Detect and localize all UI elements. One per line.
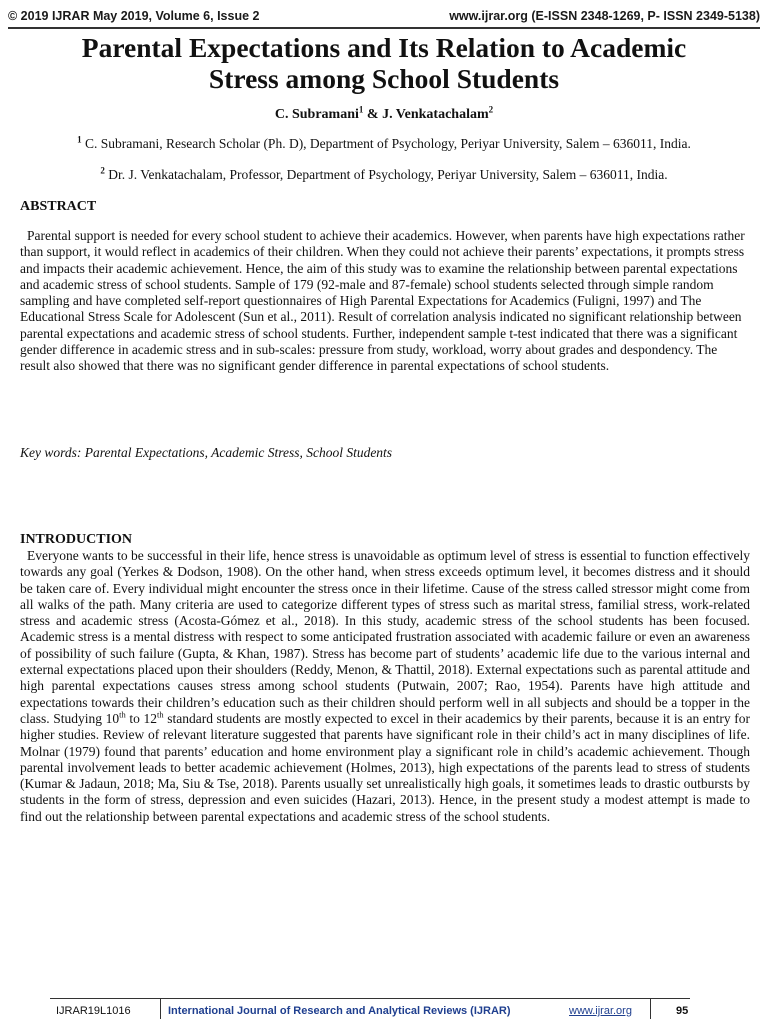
author-2-name: J. Venkatachalam (382, 107, 489, 122)
page-number: 95 (676, 1005, 689, 1017)
affiliation-2-marker: 2 (100, 165, 105, 176)
footer-site-link[interactable]: www.ijrar.org (569, 1005, 632, 1017)
affiliation-1 (20, 136, 748, 152)
author-2-marker: 2 (488, 104, 494, 115)
author-1-marker: 1 (358, 104, 364, 115)
footer-journal-name: International Journal of Research and Analytical Reviews (IJRAR) (168, 1005, 511, 1017)
affiliation-1-text: C. Subramani, Research Scholar (Ph. D), Department of Psychology, Periyar University, Salem – 636011, India. (81, 136, 691, 151)
introduction-text-part-1: Everyone wants to be successful in their life, hence stress is unavoidable as optimum level of stress is essential to function effectively towards any goal (Yerkes & Dodson, 1908). On the other hand, when stress exceeds optimum level, it becomes distress and it should be taken care of. Every individual might encounter the stress once in their lifetime. Cause of the stress called stressor might come from all walks of the path. Many criteria are used to categorize different types of stress such as marital stress, familial stress, work-related stress and academic stress (Acosta-Gómez et al., 2018). In this study, academic stress of the school students has been focused. Academic stress is a mental distress with respect to some anticipated frustration associated with academic failure or even an awareness of possibility of such failure (Gupta, & Khan, 1987). Stress has become part of students’ academic life due to the various internal and external expectations placed upon their shoulders (Reddy, Menon, & Thattil, 2018). External expectations such as parental attitude and high parental expectations causes stress among school students (Putwain, 2007; Rao, 1954). Parents have high attitude and expectations towards their children’s education such as their children should perform well in all subjects and should be a topper in the class. Studying 10 (20, 548, 750, 726)
paper-title (20, 32, 748, 94)
affiliation-2 (20, 167, 748, 183)
footer-paper-code: IJRAR19L1016 (56, 1005, 131, 1017)
author-line (20, 104, 748, 123)
abstract-heading: ABSTRACT (20, 199, 97, 214)
paper-title-line-2: Stress among School Students (208, 63, 560, 94)
affiliation-2-text: Dr. J. Venkatachalam, Professor, Department of Psychology, Periyar University, Salem – 636011, India. (104, 167, 668, 182)
affiliation-1-marker: 1 (77, 134, 82, 145)
paper-title-line-1: Parental Expectations and Its Relation to Academic (81, 32, 687, 63)
ordinal-suffix-1: th (119, 709, 126, 720)
ordinal-suffix-2: th (156, 709, 164, 720)
author-1-name: C. Subramani (274, 107, 359, 122)
footer-divider (160, 999, 161, 1019)
page-footer (50, 998, 690, 1019)
header-issn-info: www.ijrar.org (E-ISSN 2348-1269, P- ISSN 2349-5138) (449, 9, 760, 23)
introduction-text-part-3: standard students are mostly expected to excel in their academics by their parents, because it is an entry for higher studies. Review of relevant literature suggested that parents have significant role in their child’s act in many disciplines of life. Molnar (1979) found that parents’ education and home environment play a significant role in child’s academic achievement. Though parental involvement leads to better academic achievement (Holmes, 2013), high expectations of the parents lead to stress of students (Kumar & Jadaun, 2018; Ma, Siu & Tse, 2018). Parents usually set unrealistically high goals, it sometimes leads to drastic outbursts by students in the form of stress, depression and even suicides (Hazari, 2013). Hence, in the present study a modest attempt is made to find out the relationship between parental expectations and academic stress of the school students. (20, 710, 750, 824)
introduction-text-part-2: to 12 (125, 710, 157, 726)
introduction-body (20, 548, 750, 825)
header-issue-info: © 2019 IJRAR May 2019, Volume 6, Issue 2 (8, 9, 260, 23)
introduction-heading: INTRODUCTION (20, 532, 133, 547)
abstract-body: Parental support is needed for every school student to achieve their academics. However, when parents have high expectations rather than support, it would reflect in academics of their children. When they could not achieve their parents’ expectations, it prompts stress and impacts their academic achievement. Hence, the aim of this study was to examine the relationship between parental expectations and academic stress of school students. Sample of 179 (92-male and 87-female) school students selected through simple random sampling and have completed self-report questionnaires of High Parental Expectations for Academics (Fuligni, 1997) and The Educational Stress Scale for Adolescent (Sun et al., 2011). Result of correlation analysis indicated no significant relationship between parental expectations and academic stress of school students. Further, independent sample t-test indicated that there was a significant gender difference in academic stress and in sub-scales: pressure from study, workload, worry about grades and despondency. The result also showed that there was no significant gender difference in parental expectations of school students. (20, 228, 745, 374)
keywords: Key words: Parental Expectations, Academic Stress, School Students (20, 445, 393, 460)
running-head (8, 7, 760, 29)
footer-divider (650, 999, 651, 1019)
author-joiner: & (363, 107, 383, 122)
